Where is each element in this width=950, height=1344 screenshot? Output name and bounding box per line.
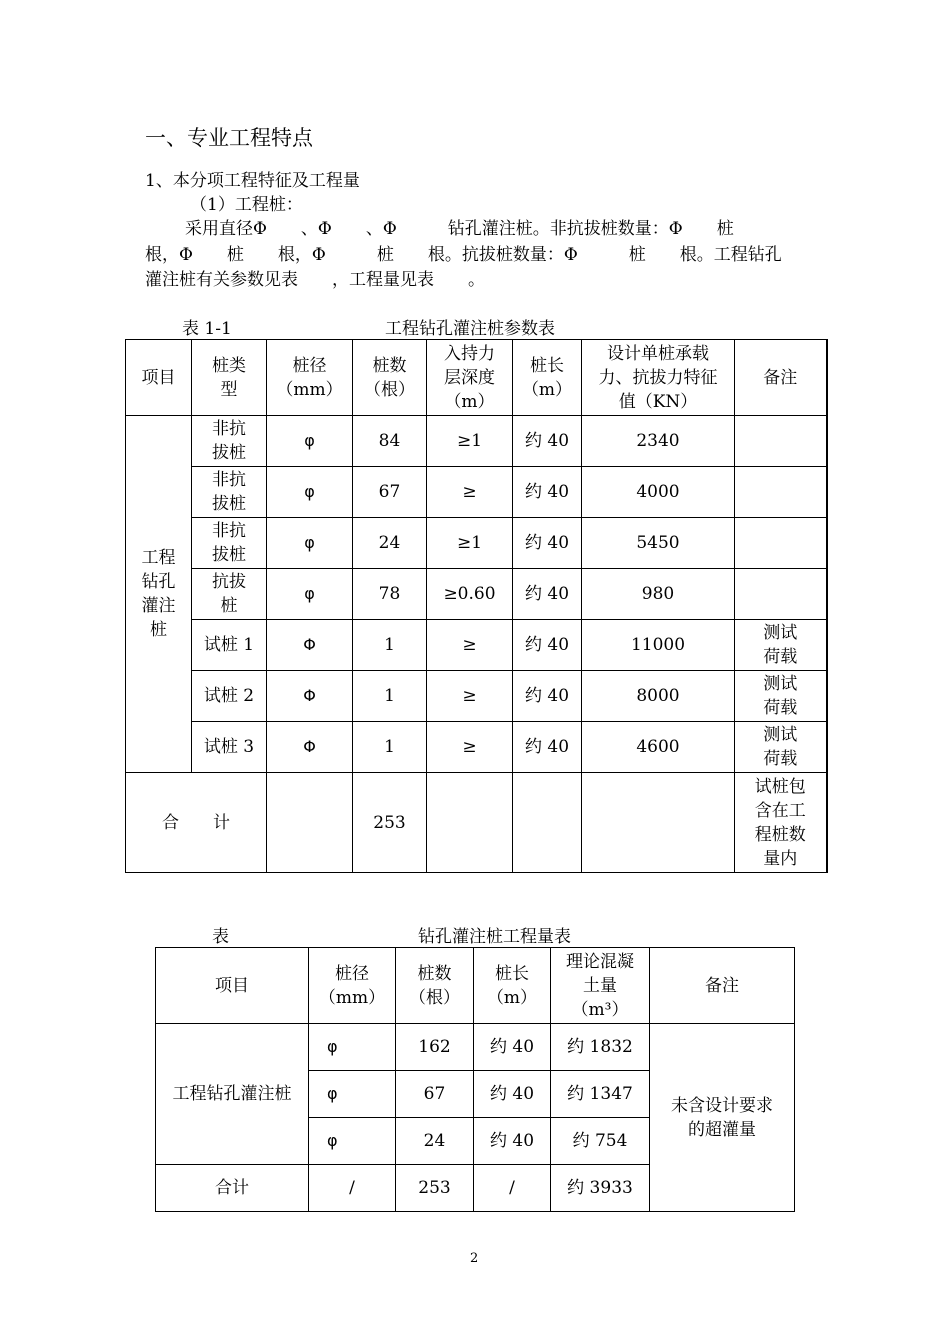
table1-total-empty xyxy=(267,773,353,873)
table2-pile-count: 67 xyxy=(396,1071,474,1118)
table1-bearing-depth: ≥0.60 xyxy=(427,569,513,620)
table1-pile-count: 1 xyxy=(353,671,427,722)
table2-total-label: 合计 xyxy=(156,1165,309,1212)
table2-pile-length: 约 40 xyxy=(474,1024,551,1071)
table1-header-row xyxy=(126,340,827,416)
table2-header-cell: 项目 xyxy=(156,948,309,1024)
table2-pile-length: 约 40 xyxy=(474,1071,551,1118)
table1-row xyxy=(126,416,827,467)
table1-pile-count: 67 xyxy=(353,467,427,518)
table2-group-label: 工程钻孔灌注桩 xyxy=(156,1024,309,1165)
table1-capacity: 4000 xyxy=(582,467,735,518)
table2-concrete-volume: 约 1832 xyxy=(551,1024,650,1071)
table1-note xyxy=(735,569,827,620)
table1-pile-length: 约 40 xyxy=(513,722,582,773)
table1-note xyxy=(735,467,827,518)
table2-caption-title: 钻孔灌注桩工程量表 xyxy=(418,927,571,947)
table1-caption-label: 表 1-1 xyxy=(182,319,232,339)
table1-header-cell: 桩数 （根） xyxy=(353,340,427,416)
table1-capacity: 11000 xyxy=(582,620,735,671)
table1-pile-type: 试桩 3 xyxy=(192,722,267,773)
table1-pile-count: 78 xyxy=(353,569,427,620)
table1-row xyxy=(126,569,827,620)
table1-total-count: 253 xyxy=(353,773,427,873)
table1-pile-count: 24 xyxy=(353,518,427,569)
table1-total-empty xyxy=(427,773,513,873)
table1-capacity: 2340 xyxy=(582,416,735,467)
table1-caption-title: 工程钻孔灌注桩参数表 xyxy=(385,319,555,339)
table1-header-cell: 备注 xyxy=(735,340,827,416)
table1-note xyxy=(735,416,827,467)
table1-row xyxy=(126,671,827,722)
table2-total-volume: 约 3933 xyxy=(551,1165,650,1212)
table1-pile-length: 约 40 xyxy=(513,416,582,467)
paragraph-line-1: 采用直径Φ 、Φ 、Φ 钻孔灌注桩。非抗拔桩数量：Φ 桩 xyxy=(185,219,734,239)
table1-pile-diameter: Φ xyxy=(267,620,353,671)
table1-pile-count: 1 xyxy=(353,722,427,773)
table1-row xyxy=(126,620,827,671)
table1-header-cell: 项目 xyxy=(126,340,192,416)
table1-capacity: 980 xyxy=(582,569,735,620)
table1-pile-count: 84 xyxy=(353,416,427,467)
table1-capacity: 5450 xyxy=(582,518,735,569)
table2-total-length: / xyxy=(474,1165,551,1212)
table1-pile-length: 约 40 xyxy=(513,467,582,518)
item-heading: （1）工程桩： xyxy=(190,195,303,215)
table1-bearing-depth: ≥ xyxy=(427,722,513,773)
table2-total-diameter: / xyxy=(309,1165,396,1212)
table2-pile-count: 24 xyxy=(396,1118,474,1165)
table1-note: 测试 荷载 xyxy=(735,671,827,722)
table1-pile-length: 约 40 xyxy=(513,620,582,671)
table2-header-cell: 桩数 （根） xyxy=(396,948,474,1024)
table2-header-cell: 桩径 （mm） xyxy=(309,948,396,1024)
table2-pile-count: 162 xyxy=(396,1024,474,1071)
table1-pile-type: 试桩 2 xyxy=(192,671,267,722)
table1-header-cell: 入持力 层深度 （m） xyxy=(427,340,513,416)
table1-total-label: 合 计 xyxy=(126,773,267,873)
table1-header-cell: 桩径 （mm） xyxy=(267,340,353,416)
table2-concrete-volume: 约 754 xyxy=(551,1118,650,1165)
section-heading: 一、专业工程特点 xyxy=(145,126,313,150)
table1-pile-diameter: φ xyxy=(267,569,353,620)
table1-note xyxy=(735,518,827,569)
table1-pile-type: 抗拔 桩 xyxy=(192,569,267,620)
table1-pile-length: 约 40 xyxy=(513,671,582,722)
table1-total-empty xyxy=(582,773,735,873)
table2-concrete-volume: 约 1347 xyxy=(551,1071,650,1118)
table2-header-cell: 备注 xyxy=(650,948,795,1024)
table1-row xyxy=(126,467,827,518)
table1-capacity: 4600 xyxy=(582,722,735,773)
table1-pile-type: 非抗 拔桩 xyxy=(192,467,267,518)
table1-row xyxy=(126,518,827,569)
table1-note: 测试 荷载 xyxy=(735,722,827,773)
table1-pile-count: 1 xyxy=(353,620,427,671)
table2-header-cell: 桩长 （m） xyxy=(474,948,551,1024)
paragraph-line-2: 根，Φ 桩 根，Φ 桩 根。抗拔桩数量：Φ 桩 根。工程钻孔 xyxy=(145,245,782,265)
table1-total-row xyxy=(126,773,827,873)
subsection-heading: 1、本分项工程特征及工程量 xyxy=(145,171,360,191)
table1-pile-type: 非抗 拔桩 xyxy=(192,518,267,569)
table1-bearing-depth: ≥ xyxy=(427,467,513,518)
table1-total-empty xyxy=(513,773,582,873)
pile-parameter-table xyxy=(125,339,828,873)
table2-total-count: 253 xyxy=(396,1165,474,1212)
table1-capacity: 8000 xyxy=(582,671,735,722)
table1-pile-length: 约 40 xyxy=(513,569,582,620)
pile-quantity-table xyxy=(155,947,795,1212)
table1-bearing-depth: ≥ xyxy=(427,671,513,722)
table2-pile-length: 约 40 xyxy=(474,1118,551,1165)
table2-pile-diameter: φ xyxy=(309,1024,396,1071)
table1-pile-diameter: Φ xyxy=(267,671,353,722)
paragraph-line-3: 灌注桩有关参数见表 ，工程量见表 。 xyxy=(145,270,485,290)
table2-caption-label: 表 xyxy=(212,927,229,947)
table2-note: 未含设计要求 的超灌量 xyxy=(650,1024,795,1212)
table1-header-cell: 桩长 （m） xyxy=(513,340,582,416)
table1-row xyxy=(126,722,827,773)
table1-header-cell: 设计单桩承载 力、抗拔力特征 值（KN） xyxy=(582,340,735,416)
table2-header-cell: 理论混凝 土量 （m³） xyxy=(551,948,650,1024)
table1-pile-diameter: φ xyxy=(267,416,353,467)
table2-row xyxy=(156,1024,795,1071)
table1-header-cell: 桩类 型 xyxy=(192,340,267,416)
table1-pile-diameter: Φ xyxy=(267,722,353,773)
page-number: 2 xyxy=(470,1251,479,1266)
table1-pile-type: 非抗 拔桩 xyxy=(192,416,267,467)
table2-pile-diameter: φ xyxy=(309,1071,396,1118)
table1-pile-type: 试桩 1 xyxy=(192,620,267,671)
table1-bearing-depth: ≥1 xyxy=(427,518,513,569)
table1-pile-length: 约 40 xyxy=(513,518,582,569)
table2-pile-diameter: φ xyxy=(309,1118,396,1165)
table1-pile-diameter: φ xyxy=(267,467,353,518)
table1-pile-diameter: φ xyxy=(267,518,353,569)
table1-total-note: 试桩包 含在工 程桩数 量内 xyxy=(735,773,827,873)
table1-group-label: 工程 钻孔 灌注 桩 xyxy=(126,416,192,773)
table2-header-row xyxy=(156,948,795,1024)
table1-note: 测试 荷载 xyxy=(735,620,827,671)
table1-bearing-depth: ≥ xyxy=(427,620,513,671)
table1-bearing-depth: ≥1 xyxy=(427,416,513,467)
